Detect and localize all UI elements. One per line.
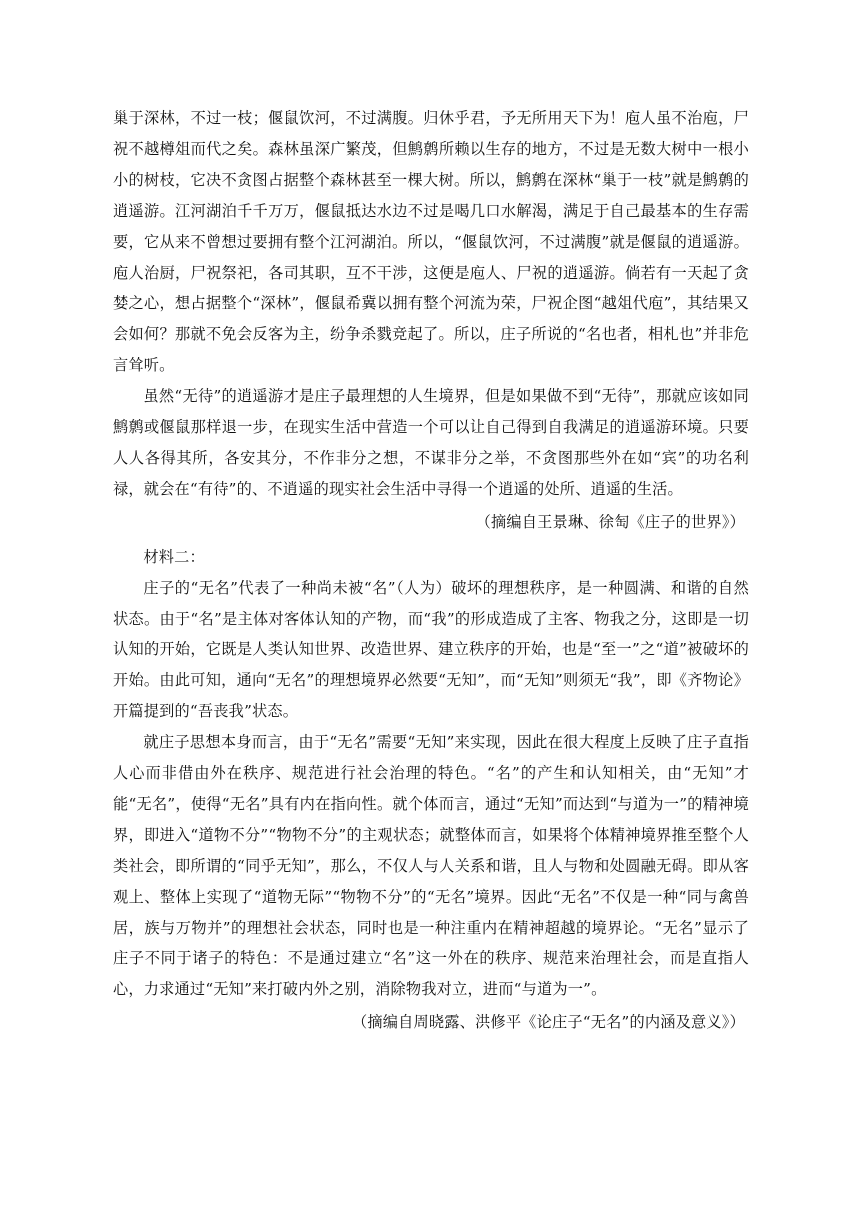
material-two-paragraph-1: 庄子的“无名”代表了一种尚未被“名”（人为）破坏的理想秩序，是一种圆满、和谐的自然状态。由于“名”是主体对客体认知的产物，而“我”的形成造成了主客、物我之分，这即是一切认知的开始，它既是人类认知世界、改造世界、建立秩序的开始，也是“至一”之“道”被破坏的开始。由此可知，通向“无名”的理想境界必然要“无知”，而“无知”则须无“我”，即《齐物论》开篇提到的“吾丧我”状态。 bbox=[113, 578, 749, 721]
material-one-paragraph-1: 巢于深林，不过一枝；偃鼠饮河，不过满腹。归休乎君，予无所用天下为！庖人虽不治庖，尸祝不越樽俎而代之矣。森林虽深广繁茂，但鹪鹩所赖以生存的地方，不过是无数大树中一根小小的树枝，它决不贪图占据整个森林甚至一棵大树。所以，鹪鹩在深林“巢于一枝”就是鹪鹩的逍遥游。江河湖泊千千万万，偃鼠抵达水边不过是喝几口水解渴，满足于自己最基本的生存需要，它从来不曾想过要拥有整个江河湖泊。所以，“偃鼠饮河，不过满腹”就是偃鼠的逍遥游。庖人治厨，尸祝祭祀，各司其职，互不干涉，这便是庖人、尸祝的逍遥游。倘若有一天起了贪婪之心，想占据整个“深林”，偃鼠希冀以拥有整个河流为荣，尸祝企图“越俎代庖”，其结果又会如何？那就不免会反客为主，纷争杀戮竞起了。所以，庄子所说的“名也者，相札也”并非危言耸听。 bbox=[113, 109, 749, 375]
material-one-paragraph-2: 虽然“无待”的逍遥游才是庄子最理想的人生境界，但是如果做不到“无待”，那就应该如同鹪鹩或偃鼠那样退一步，在现实生活中营造一个可以让自己得到自我满足的逍遥游环境。只要人人各得其所，各安其分，不作非分之想，不谋非分之举，不贪图那些外在如“宾”的功名利禄，就会在“有待”的、不逍遥的现实社会生活中寻得一个逍遥的处所、逍遥的生活。 bbox=[113, 387, 749, 498]
document-page bbox=[113, 103, 749, 1038]
material-two-paragraph-2: 就庄子思想本身而言，由于“无名”需要“无知”来实现，因此在很大程度上反映了庄子直指人心而非借由外在秩序、规范进行社会治理的特色。“名”的产生和认知相关，由“无知”才能“无名”，使得“无名”具有内在指向性。就个体而言，通过“无知”而达到“与道为一”的精神境界，即进入“道物不分”“物物不分”的主观状态；就整体而言，如果将个体精神境界推至整个人类社会，即所谓的“同乎无知”，那么，不仅人与人关系和谐，且人与物和处圆融无碍。即从客观上、整体上实现了“道物无际”“物物不分”的“无名”境界。因此“无名”不仅是一种“同与禽兽居，族与万物并”的理想社会状态，同时也是一种注重内在精神超越的境界论。“无名”显示了庄子不同于诸子的特色：不是通过建立“名”这一外在的秩序、规范来治理社会，而是直指人心，力求通过“无知”来打破内外之别，消除物我对立，进而“与道为一”。 bbox=[113, 733, 749, 999]
material-two-heading: 材料二： bbox=[143, 547, 205, 566]
material-one-source: （摘编自王景琳、徐匋《庄子的世界》） bbox=[475, 512, 745, 531]
material-two-source: （摘编自周晓露、洪修平《论庄子“无名”的内涵及意义》） bbox=[351, 1013, 745, 1032]
